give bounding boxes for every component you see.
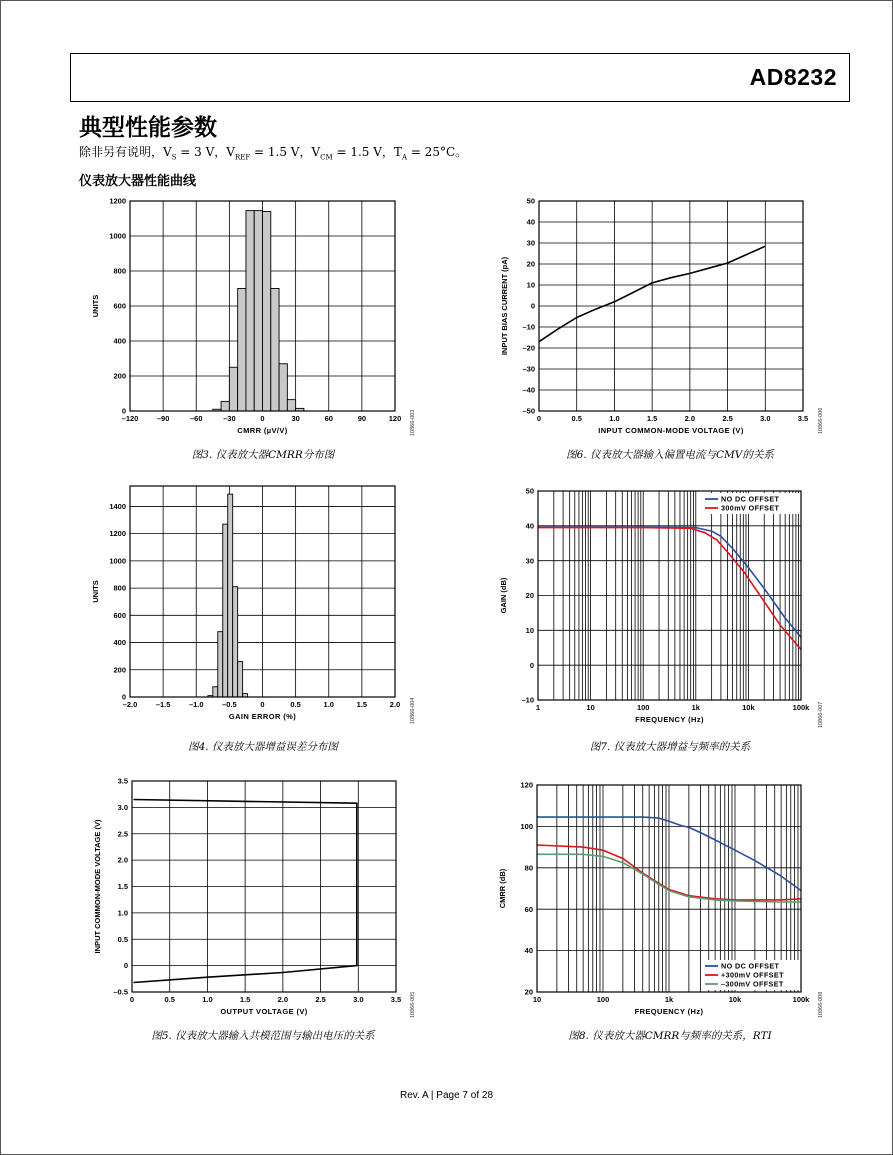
caption-fig3: 图3. 仪表放大器CMRR分布图	[191, 449, 335, 461]
grid-lines	[130, 486, 395, 697]
x-tick-label: 1.5	[646, 414, 658, 423]
chart-fig3	[80, 195, 410, 445]
x-tick-label: 1.5	[239, 995, 251, 1004]
y-tick-label: 20	[524, 987, 533, 997]
x-tick-label: 120	[388, 414, 402, 423]
caption-fig5: 图5. 仪表放大器输入共模范围与输出电压的关系	[151, 1030, 375, 1042]
y-tick-label: 0	[530, 301, 535, 311]
chart-fig7	[490, 485, 820, 735]
x-tick-label: –60	[189, 414, 203, 423]
legend-entry: –300mV OFFSET	[721, 979, 784, 989]
y-axis-label: CMRR (dB)	[498, 868, 507, 909]
legend-entry: +300mV OFFSET	[721, 970, 784, 980]
y-tick-label: 20	[525, 591, 534, 601]
x-tick-label: 1.0	[609, 414, 620, 423]
y-tick-label: 400	[113, 336, 126, 346]
histogram-bar	[287, 400, 295, 411]
x-axis-label: INPUT COMMON-MODE VOLTAGE (V)	[598, 426, 744, 435]
test-conditions	[79, 143, 467, 161]
y-tick-label: 0	[121, 406, 126, 416]
x-axis-label: GAIN ERROR (%)	[228, 712, 297, 721]
doc-id-fig8: 10866-008	[818, 991, 824, 1018]
x-tick-label: 100	[636, 703, 650, 712]
bars	[208, 494, 248, 697]
histogram-bar	[218, 632, 223, 697]
vref-symbol: V	[226, 145, 235, 159]
doc-id-fig3: 10866-003	[410, 409, 416, 436]
histogram-bar	[254, 211, 262, 411]
y-tick-label: –10	[521, 695, 534, 705]
caption-fig7: 图7. 仪表放大器增益与频率的关系	[589, 741, 751, 753]
vref-value: = 1.5 V，	[250, 145, 312, 159]
y-tick-label: –0.5	[113, 987, 128, 997]
y-tick-label: 0	[123, 961, 128, 971]
x-tick-label: 2.0	[684, 414, 696, 423]
histogram-bar	[238, 662, 243, 697]
conditions-prefix: 除非另有说明，	[79, 145, 164, 159]
chart-fig6	[490, 195, 820, 445]
y-tick-label: 200	[113, 371, 126, 381]
series-line-2	[538, 528, 801, 650]
y-tick-label: 1200	[109, 529, 126, 539]
y-tick-label: 40	[524, 946, 533, 956]
legend	[702, 493, 799, 514]
chart-fig4	[80, 480, 410, 730]
x-tick-label: 2.5	[722, 414, 733, 423]
y-tick-label: 30	[526, 238, 535, 248]
y-tick-label: 0	[121, 692, 126, 702]
vs-subscript: S	[171, 153, 177, 162]
histogram-bar	[223, 524, 228, 697]
histogram-bar	[233, 587, 238, 697]
x-tick-label: 90	[357, 414, 367, 423]
y-axis-label: UNITS	[91, 294, 100, 318]
x-tick-label: 0	[536, 414, 542, 423]
x-tick-label: 1.0	[323, 700, 334, 709]
grid-lines	[539, 201, 803, 411]
y-tick-label: –20	[522, 343, 535, 353]
caption-fig4: 图4. 仪表放大器增益误差分布图	[188, 741, 338, 753]
doc-id-fig7: 10866-007	[818, 701, 824, 728]
vref-subscript: REF	[234, 153, 251, 162]
y-tick-label: 50	[526, 196, 535, 206]
x-tick-label: 2.0	[277, 995, 289, 1004]
y-tick-label: 0.5	[117, 934, 128, 944]
y-tick-label: 2.0	[117, 855, 128, 865]
x-tick-label: –30	[223, 414, 236, 423]
caption-fig8: 图8. 仪表放大器CMRR与频率的关系，RTI	[568, 1030, 772, 1042]
y-tick-label: 40	[525, 521, 534, 531]
y-tick-label: 800	[113, 266, 126, 276]
y-tick-label: 1200	[109, 196, 126, 206]
legend	[702, 960, 799, 990]
y-tick-label: 2.5	[117, 829, 128, 839]
histogram-bar	[279, 364, 287, 411]
x-axis-label: FREQUENCY (Hz)	[635, 715, 704, 724]
legend-entry: NO DC OFFSET	[721, 961, 780, 971]
x-tick-label: 10	[586, 703, 595, 712]
histogram-bar	[221, 401, 229, 411]
x-tick-label: 30	[291, 414, 300, 423]
y-tick-label: 600	[113, 301, 126, 311]
x-tick-label: 0	[260, 414, 265, 423]
y-tick-label: 120	[520, 780, 533, 790]
x-tick-label: –0.5	[222, 700, 237, 709]
histogram-bar	[271, 289, 279, 412]
x-tick-label: 3.5	[797, 414, 809, 423]
vcm-value: = 1.5 V，	[332, 145, 394, 159]
x-tick-label: 2.0	[389, 700, 401, 709]
y-axis-label: UNITS	[91, 580, 100, 603]
y-tick-label: 1.5	[117, 882, 128, 892]
ta-subscript: A	[401, 153, 407, 162]
ta-value: = 25°C。	[407, 145, 468, 159]
x-tick-label: –120	[121, 414, 139, 423]
doc-id-fig5: 10866-005	[410, 991, 416, 1018]
x-tick-label: 10k	[742, 703, 755, 712]
chart-fig5	[80, 775, 410, 1025]
y-tick-label: 3.5	[117, 776, 128, 786]
histogram-bar	[263, 212, 271, 412]
legend-entry: 300mV OFFSET	[721, 503, 780, 513]
y-tick-label: 50	[525, 486, 534, 496]
x-tick-label: 0	[260, 700, 265, 709]
x-tick-label: 1.5	[356, 700, 368, 709]
x-tick-label: 1k	[664, 995, 674, 1004]
part-number: AD8232	[749, 64, 837, 90]
y-tick-label: 60	[524, 904, 533, 914]
grid-lines	[538, 491, 801, 700]
x-tick-label: 10k	[728, 995, 742, 1004]
x-tick-label: 2.5	[315, 995, 326, 1004]
histogram-bar	[213, 687, 218, 697]
y-tick-label: –50	[522, 406, 535, 416]
y-tick-label: 600	[113, 610, 126, 620]
x-tick-label: 1	[535, 703, 541, 712]
vcm-symbol: V	[311, 145, 321, 159]
histogram-bar	[229, 367, 237, 411]
x-tick-label: 100	[596, 995, 610, 1004]
y-tick-label: 30	[525, 556, 534, 566]
y-tick-label: 100	[520, 822, 533, 831]
y-axis-label: INPUT BIAS CURRENT (pA)	[500, 256, 509, 356]
x-tick-label: –1.0	[188, 700, 204, 709]
y-tick-label: 3.0	[117, 802, 128, 812]
x-tick-label: 1.0	[202, 995, 213, 1004]
section-title: 典型性能参数	[79, 115, 217, 141]
x-tick-label: 60	[324, 414, 333, 423]
x-axis-label: OUTPUT VOLTAGE (V)	[220, 1007, 308, 1016]
y-tick-label: 80	[524, 863, 533, 873]
x-tick-label: –1.5	[155, 700, 171, 709]
y-tick-label: –10	[522, 322, 535, 332]
y-tick-label: 10	[525, 625, 534, 635]
ta-symbol: T	[393, 145, 402, 159]
y-tick-label: 20	[526, 259, 535, 269]
legend-entry: NO DC OFFSET	[721, 494, 780, 504]
chart-fig8	[490, 775, 820, 1025]
y-tick-label: 200	[113, 665, 126, 675]
vcm-subscript: CM	[320, 153, 333, 162]
y-tick-label: 800	[113, 583, 126, 593]
histogram-bar	[246, 211, 254, 411]
y-axis-label: INPUT COMMON-MODE VOLTAGE (V)	[93, 819, 102, 954]
x-axis-label: FREQUENCY (Hz)	[634, 1007, 704, 1016]
subsection-title: 仪表放大器性能曲线	[79, 174, 197, 189]
y-tick-label: 1400	[109, 502, 126, 512]
x-tick-label: 3.0	[353, 995, 364, 1004]
vs-symbol: V	[163, 145, 172, 159]
x-tick-label: 0.5	[290, 700, 301, 709]
y-axis-label: GAIN (dB)	[499, 577, 508, 614]
y-tick-label: 1000	[109, 231, 126, 241]
x-tick-label: 3.0	[760, 414, 771, 423]
x-tick-label: 100k	[792, 703, 810, 712]
caption-fig6: 图6. 仪表放大器输入偏置电流与CMV的关系	[566, 449, 774, 461]
y-tick-label: –30	[522, 364, 535, 374]
x-tick-label: 1k	[691, 703, 700, 712]
y-tick-label: –40	[522, 385, 535, 395]
x-tick-label: –90	[156, 414, 170, 423]
x-tick-label: 10	[532, 995, 542, 1004]
histogram-bar	[238, 289, 246, 412]
x-tick-label: 3.5	[390, 995, 402, 1004]
y-tick-label: 400	[113, 638, 126, 648]
x-axis-label: CMRR (µV/V)	[237, 426, 288, 435]
vs-value: = 3 V，	[176, 145, 227, 159]
x-tick-label: 0.5	[571, 414, 582, 423]
x-tick-label: 100k	[792, 995, 810, 1004]
bars	[213, 211, 304, 411]
y-tick-label: 1.0	[117, 908, 128, 918]
y-tick-label: 1000	[109, 556, 126, 566]
x-tick-label: 0.5	[164, 995, 175, 1004]
x-tick-label: –2.0	[122, 700, 138, 709]
series-line-1	[538, 527, 801, 637]
y-tick-label: 10	[526, 280, 535, 290]
doc-id-fig6: 10866-006	[818, 407, 824, 434]
histogram-bar	[228, 494, 233, 697]
x-tick-label: 0	[129, 995, 135, 1004]
header-box	[70, 53, 850, 102]
doc-id-fig4: 10866-004	[410, 697, 416, 724]
y-tick-label: 0	[529, 660, 534, 670]
page-footer: Rev. A | Page 7 of 28	[399, 1090, 494, 1101]
y-tick-label: 40	[526, 217, 535, 227]
